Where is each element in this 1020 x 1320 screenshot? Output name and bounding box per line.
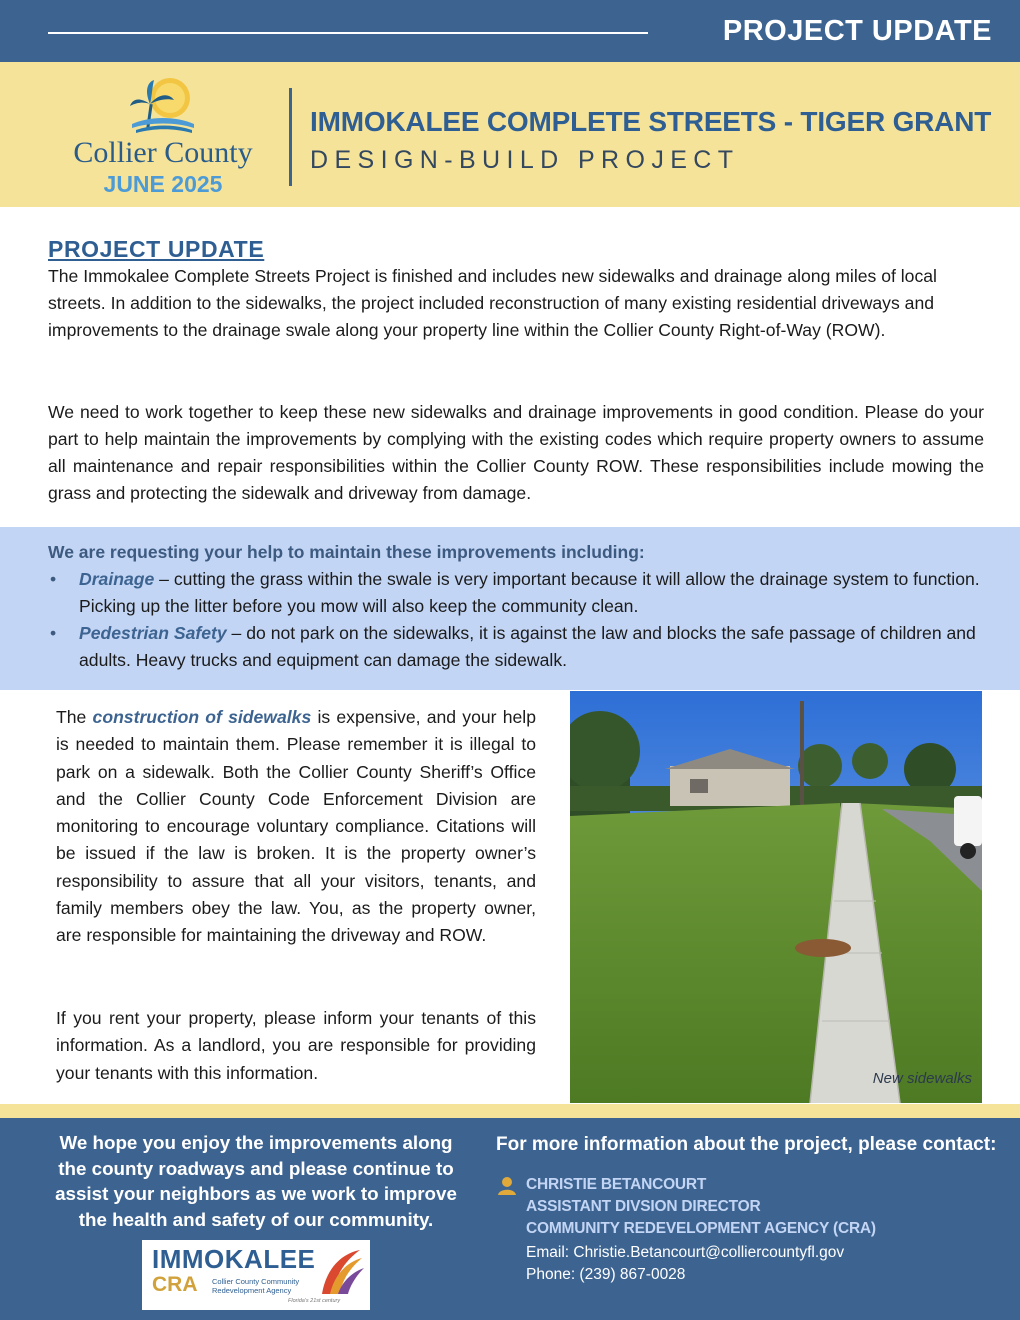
top-bar-label: PROJECT UPDATE (722, 15, 992, 47)
issue-date: JUNE 2025 (103, 171, 223, 197)
sidewalk-photo-image (570, 691, 982, 1103)
project-subtitle: DESIGN-BUILD PROJECT (310, 146, 740, 174)
list-item-term: Pedestrian Safety (79, 623, 227, 643)
contact-email[interactable]: Email: Christie.Betancourt@colliercountyfl.gov (526, 1244, 845, 1261)
list-item-text: – do not park on the sidewalks, it is against the law and blocks the safe passage of children and adults. Heavy trucks and equipment can damage the sidewalk. (79, 623, 976, 670)
palm-sun-icon (130, 76, 196, 134)
contact-role: ASSISTANT DIVSION DIRECTOR (526, 1198, 761, 1215)
top-bar (0, 0, 1020, 62)
list-item-drainage (48, 566, 988, 620)
update-paragraph-1: The Immokalee Complete Streets Project is finished and includes new sidewalks and drainage along miles of local streets. In addition to the sidewalks, the project included reconstruction of many existing residential driveways and improvements to the drainage swale along your property line within the Collier County Right-of-Way (ROW). (48, 266, 937, 340)
person-icon (497, 1176, 517, 1196)
cra-logo-short: CRA (152, 1273, 198, 1296)
top-bar-rule (48, 32, 648, 34)
list-item-pedestrian-safety (48, 620, 988, 674)
logo-county-name: Collier County (73, 136, 253, 169)
request-band (0, 527, 1020, 690)
update-paragraph-2: We need to work together to keep these new sidewalks and drainage improvements in good condition. Please do your part to help maintain the improvements by complying with the existing codes which require property owners to assume all maintenance and repair responsibilities within the Collier County ROW. These responsibilities include mowing the grass and protecting the sidewalk and driveway from damage. (48, 402, 984, 503)
header-band (0, 62, 1020, 207)
contact-name: CHRISTIE BETANCOURT (526, 1176, 707, 1193)
contact-heading: For more information about the project, please contact: (496, 1134, 997, 1155)
cra-desc-line-2: Redevelopment Agency (212, 1286, 292, 1295)
cra-desc-line-1: Collier County Community (212, 1277, 300, 1286)
footer (0, 1104, 1020, 1320)
cra-logo-description (212, 1277, 322, 1295)
sidewalk-emphasis: construction of sidewalks (92, 707, 312, 727)
sidewalk-photo (570, 691, 982, 1103)
photo-caption: New sidewalks (872, 1070, 972, 1087)
header-divider (289, 88, 292, 186)
list-item-text: – cutting the grass within the swale is very important because it will allow the drainage system to function. Picking up the litter before you mow will also keep the community clean. (79, 569, 980, 616)
cra-logo-name: IMMOKALEE (152, 1244, 316, 1274)
bullet-icon: • (50, 569, 57, 589)
contact-organization: COMMUNITY REDEVELOPMENT AGENCY (CRA) (526, 1220, 876, 1237)
sidewalk-lead: The (56, 707, 93, 727)
immokalee-cra-logo (142, 1240, 370, 1310)
sidewalk-paragraph (56, 704, 536, 950)
collier-county-logo (48, 76, 278, 196)
sidewalk-body: is expensive, and your help is needed to maintain them. Please remember it is illegal to park on a sidewalk. Both the Collier County Sheriff’s Office and the Collier County Code Enforcement Division are monitoring to encourage voluntary compliance. Citations will be issued if the law is broken. It is the property owner’s responsibility to assure that all your visitors, tenants, and family members obey the law. You, as the property owner, are responsible for maintaining the driveway and ROW. (56, 707, 536, 946)
section-heading-project-update: PROJECT UPDATE (48, 236, 265, 262)
project-title: IMMOKALEE COMPLETE STREETS - TIGER GRANT (310, 106, 992, 137)
request-heading: We are requesting your help to maintain these improvements including: (48, 542, 645, 562)
landlord-paragraph: If you rent your property, please inform your tenants of this information. As a landlord, you are responsible for providing your tenants with this information. (56, 1008, 536, 1083)
contact-phone[interactable]: Phone: (239) 867-0028 (526, 1266, 686, 1283)
cra-logo-tagline: Florida's 21st century (288, 1298, 341, 1304)
footer-message: We hope you enjoy the improvements along the county roadways and please continue to assist your neighbors as we work to improve the health and safety of our community. (55, 1132, 457, 1230)
cra-swoosh-icon (318, 1246, 364, 1298)
list-item-term: Drainage (79, 569, 155, 589)
bullet-icon: • (50, 623, 57, 643)
request-list (48, 566, 988, 674)
